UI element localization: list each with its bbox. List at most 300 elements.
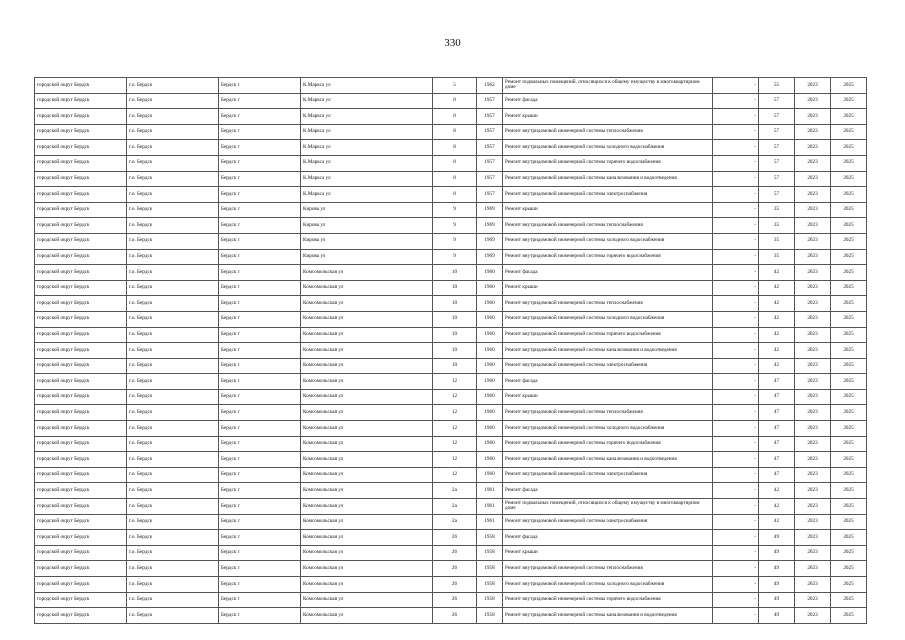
- table-row: [35, 561, 867, 577]
- locality-cell: Бердск г: [219, 296, 301, 312]
- table-row: [35, 467, 867, 483]
- cost-cell: -: [713, 514, 759, 530]
- locality-cell: Бердск г: [219, 280, 301, 296]
- building-age-cell: 49: [759, 530, 795, 546]
- year-built-cell: 1960: [477, 452, 503, 468]
- cost-cell: -: [713, 530, 759, 546]
- district-cell: г.о. Бердск: [127, 109, 219, 125]
- year-built-cell: 1960: [477, 296, 503, 312]
- table-row: [35, 155, 867, 171]
- building-age-cell: 49: [759, 592, 795, 608]
- building-age-cell: 42: [759, 296, 795, 312]
- street-cell: Комсомольская ул: [301, 561, 433, 577]
- house-number-cell: 10: [433, 296, 477, 312]
- locality-cell: Бердск г: [219, 140, 301, 156]
- street-cell: Кирова ул: [301, 249, 433, 265]
- locality-cell: Бердск г: [219, 530, 301, 546]
- street-cell: Комсомольская ул: [301, 514, 433, 530]
- end-year-cell: 2025: [831, 389, 867, 405]
- cost-cell: -: [713, 608, 759, 624]
- repair-program-table: [34, 77, 867, 624]
- year-built-cell: 1958: [477, 561, 503, 577]
- locality-cell: Бердск г: [219, 421, 301, 437]
- cost-cell: -: [713, 265, 759, 281]
- district-cell: г.о. Бердск: [127, 343, 219, 359]
- end-year-cell: 2025: [831, 233, 867, 249]
- year-built-cell: 1969: [477, 249, 503, 265]
- building-age-cell: 49: [759, 608, 795, 624]
- house-number-cell: 9: [433, 202, 477, 218]
- start-year-cell: 2023: [795, 78, 831, 94]
- municipality-cell: городской округ Бердск: [35, 421, 127, 437]
- work-type-cell: Ремонт фасада: [503, 93, 713, 109]
- district-cell: г.о. Бердск: [127, 467, 219, 483]
- table-row: [35, 421, 867, 437]
- end-year-cell: 2025: [831, 140, 867, 156]
- start-year-cell: 2023: [795, 202, 831, 218]
- table-row: [35, 499, 867, 515]
- year-built-cell: 1960: [477, 374, 503, 390]
- building-age-cell: 42: [759, 311, 795, 327]
- cost-cell: -: [713, 452, 759, 468]
- house-number-cell: 10: [433, 265, 477, 281]
- cost-cell: -: [713, 171, 759, 187]
- house-number-cell: 9: [433, 249, 477, 265]
- district-cell: г.о. Бердск: [127, 124, 219, 140]
- street-cell: Кирова ул: [301, 233, 433, 249]
- work-type-cell: Ремонт подвальных помещений, относящихся к общему имуществу в многоквартирном доме: [503, 78, 713, 94]
- year-built-cell: 1960: [477, 358, 503, 374]
- locality-cell: Бердск г: [219, 343, 301, 359]
- street-cell: К.Маркса ул: [301, 93, 433, 109]
- table-row: [35, 109, 867, 125]
- start-year-cell: 2023: [795, 499, 831, 515]
- table-row: [35, 233, 867, 249]
- street-cell: Комсомольская ул: [301, 577, 433, 593]
- table-row: [35, 389, 867, 405]
- house-number-cell: 9: [433, 233, 477, 249]
- work-type-cell: Ремонт внутридомовой инженерной системы холодного водоснабжения: [503, 421, 713, 437]
- street-cell: Комсомольская ул: [301, 280, 433, 296]
- house-number-cell: 5: [433, 78, 477, 94]
- year-built-cell: 1958: [477, 608, 503, 624]
- start-year-cell: 2023: [795, 109, 831, 125]
- locality-cell: Бердск г: [219, 358, 301, 374]
- street-cell: Комсомольская ул: [301, 358, 433, 374]
- year-built-cell: 1960: [477, 405, 503, 421]
- end-year-cell: 2025: [831, 577, 867, 593]
- house-number-cell: 12: [433, 452, 477, 468]
- house-number-cell: 10: [433, 327, 477, 343]
- municipality-cell: городской округ Бердск: [35, 405, 127, 421]
- table-row: [35, 187, 867, 203]
- house-number-cell: 26: [433, 577, 477, 593]
- municipality-cell: городской округ Бердск: [35, 265, 127, 281]
- year-built-cell: 1960: [477, 311, 503, 327]
- street-cell: Комсомольская ул: [301, 530, 433, 546]
- building-age-cell: 47: [759, 452, 795, 468]
- start-year-cell: 2023: [795, 421, 831, 437]
- building-age-cell: 42: [759, 343, 795, 359]
- municipality-cell: городской округ Бердск: [35, 499, 127, 515]
- locality-cell: Бердск г: [219, 561, 301, 577]
- end-year-cell: 2025: [831, 109, 867, 125]
- end-year-cell: 2025: [831, 296, 867, 312]
- table-row: [35, 452, 867, 468]
- cost-cell: -: [713, 311, 759, 327]
- district-cell: г.о. Бердск: [127, 265, 219, 281]
- end-year-cell: 2025: [831, 171, 867, 187]
- year-built-cell: 1960: [477, 265, 503, 281]
- locality-cell: Бердск г: [219, 109, 301, 125]
- municipality-cell: городской округ Бердск: [35, 140, 127, 156]
- locality-cell: Бердск г: [219, 327, 301, 343]
- district-cell: г.о. Бердск: [127, 327, 219, 343]
- year-built-cell: 1960: [477, 327, 503, 343]
- start-year-cell: 2023: [795, 374, 831, 390]
- table-row: [35, 436, 867, 452]
- end-year-cell: 2025: [831, 483, 867, 499]
- cost-cell: -: [713, 577, 759, 593]
- house-number-cell: 12: [433, 421, 477, 437]
- table-row: [35, 140, 867, 156]
- building-age-cell: 57: [759, 155, 795, 171]
- street-cell: Комсомольская ул: [301, 592, 433, 608]
- district-cell: г.о. Бердск: [127, 436, 219, 452]
- house-number-cell: 12: [433, 467, 477, 483]
- cost-cell: -: [713, 78, 759, 94]
- end-year-cell: 2025: [831, 592, 867, 608]
- start-year-cell: 2023: [795, 561, 831, 577]
- cost-cell: -: [713, 109, 759, 125]
- district-cell: г.о. Бердск: [127, 140, 219, 156]
- house-number-cell: 12: [433, 389, 477, 405]
- house-number-cell: 12: [433, 436, 477, 452]
- cost-cell: -: [713, 187, 759, 203]
- street-cell: Комсомольская ул: [301, 374, 433, 390]
- work-type-cell: Ремонт внутридомовой инженерной системы электроснабжения: [503, 358, 713, 374]
- year-built-cell: 1960: [477, 421, 503, 437]
- work-type-cell: Ремонт внутридомовой инженерной системы холодного водоснабжения: [503, 140, 713, 156]
- district-cell: г.о. Бердск: [127, 577, 219, 593]
- work-type-cell: Ремонт крыши: [503, 109, 713, 125]
- cost-cell: -: [713, 467, 759, 483]
- street-cell: К.Маркса ул: [301, 78, 433, 94]
- district-cell: г.о. Бердск: [127, 483, 219, 499]
- locality-cell: Бердск г: [219, 405, 301, 421]
- year-built-cell: 1957: [477, 93, 503, 109]
- cost-cell: -: [713, 202, 759, 218]
- municipality-cell: городской округ Бердск: [35, 436, 127, 452]
- start-year-cell: 2023: [795, 530, 831, 546]
- building-age-cell: 49: [759, 561, 795, 577]
- house-number-cell: 8: [433, 124, 477, 140]
- start-year-cell: 2023: [795, 545, 831, 561]
- work-type-cell: Ремонт внутридомовой инженерной системы электроснабжения: [503, 514, 713, 530]
- district-cell: г.о. Бердск: [127, 389, 219, 405]
- cost-cell: -: [713, 280, 759, 296]
- year-built-cell: 1969: [477, 233, 503, 249]
- end-year-cell: 2025: [831, 78, 867, 94]
- municipality-cell: городской округ Бердск: [35, 592, 127, 608]
- street-cell: К.Маркса ул: [301, 140, 433, 156]
- work-type-cell: Ремонт крыши: [503, 202, 713, 218]
- year-built-cell: 1958: [477, 592, 503, 608]
- start-year-cell: 2023: [795, 265, 831, 281]
- cost-cell: -: [713, 327, 759, 343]
- municipality-cell: городской округ Бердск: [35, 530, 127, 546]
- work-type-cell: Ремонт внутридомовой инженерной системы горячего водоснабжения: [503, 155, 713, 171]
- house-number-cell: 12: [433, 374, 477, 390]
- table-row: [35, 577, 867, 593]
- district-cell: г.о. Бердск: [127, 78, 219, 94]
- building-age-cell: 47: [759, 405, 795, 421]
- house-number-cell: 26: [433, 608, 477, 624]
- district-cell: г.о. Бердск: [127, 374, 219, 390]
- table-row: [35, 514, 867, 530]
- cost-cell: -: [713, 545, 759, 561]
- district-cell: г.о. Бердск: [127, 187, 219, 203]
- year-built-cell: 1957: [477, 187, 503, 203]
- municipality-cell: городской округ Бердск: [35, 374, 127, 390]
- cost-cell: -: [713, 405, 759, 421]
- district-cell: г.о. Бердск: [127, 405, 219, 421]
- street-cell: Комсомольская ул: [301, 405, 433, 421]
- locality-cell: Бердск г: [219, 608, 301, 624]
- start-year-cell: 2023: [795, 436, 831, 452]
- street-cell: Кирова ул: [301, 218, 433, 234]
- cost-cell: -: [713, 436, 759, 452]
- start-year-cell: 2023: [795, 483, 831, 499]
- start-year-cell: 2023: [795, 280, 831, 296]
- start-year-cell: 2023: [795, 514, 831, 530]
- municipality-cell: городской округ Бердск: [35, 311, 127, 327]
- table-body: [35, 78, 867, 624]
- work-type-cell: Ремонт внутридомовой инженерной системы теплоснабжения: [503, 124, 713, 140]
- district-cell: г.о. Бердск: [127, 358, 219, 374]
- house-number-cell: 8: [433, 171, 477, 187]
- year-built-cell: 1957: [477, 171, 503, 187]
- building-age-cell: 42: [759, 499, 795, 515]
- start-year-cell: 2023: [795, 467, 831, 483]
- start-year-cell: 2023: [795, 327, 831, 343]
- year-built-cell: 1961: [477, 499, 503, 515]
- house-number-cell: 2а: [433, 514, 477, 530]
- street-cell: Комсомольская ул: [301, 296, 433, 312]
- district-cell: г.о. Бердск: [127, 249, 219, 265]
- work-type-cell: Ремонт крыши: [503, 545, 713, 561]
- end-year-cell: 2025: [831, 124, 867, 140]
- cost-cell: -: [713, 592, 759, 608]
- year-built-cell: 1957: [477, 140, 503, 156]
- district-cell: г.о. Бердск: [127, 311, 219, 327]
- building-age-cell: 57: [759, 187, 795, 203]
- table-row: [35, 327, 867, 343]
- year-built-cell: 1958: [477, 530, 503, 546]
- building-age-cell: 57: [759, 140, 795, 156]
- table-row: [35, 171, 867, 187]
- locality-cell: Бердск г: [219, 233, 301, 249]
- year-built-cell: 1961: [477, 514, 503, 530]
- district-cell: г.о. Бердск: [127, 514, 219, 530]
- district-cell: г.о. Бердск: [127, 499, 219, 515]
- building-age-cell: 35: [759, 218, 795, 234]
- building-age-cell: 42: [759, 280, 795, 296]
- work-type-cell: Ремонт внутридомовой инженерной системы канализования и водоотведения: [503, 343, 713, 359]
- year-built-cell: 1957: [477, 109, 503, 125]
- district-cell: г.о. Бердск: [127, 93, 219, 109]
- table-row: [35, 202, 867, 218]
- house-number-cell: 8: [433, 140, 477, 156]
- cost-cell: -: [713, 296, 759, 312]
- end-year-cell: 2025: [831, 405, 867, 421]
- year-built-cell: 1969: [477, 202, 503, 218]
- cost-cell: -: [713, 93, 759, 109]
- cost-cell: -: [713, 140, 759, 156]
- cost-cell: -: [713, 343, 759, 359]
- building-age-cell: 42: [759, 483, 795, 499]
- street-cell: К.Маркса ул: [301, 171, 433, 187]
- building-age-cell: 47: [759, 421, 795, 437]
- work-type-cell: Ремонт внутридомовой инженерной системы электроснабжения: [503, 467, 713, 483]
- street-cell: Комсомольская ул: [301, 436, 433, 452]
- start-year-cell: 2023: [795, 592, 831, 608]
- cost-cell: -: [713, 499, 759, 515]
- table-row: [35, 530, 867, 546]
- year-built-cell: 1969: [477, 218, 503, 234]
- house-number-cell: 10: [433, 280, 477, 296]
- year-built-cell: 1961: [477, 483, 503, 499]
- district-cell: г.о. Бердск: [127, 218, 219, 234]
- end-year-cell: 2025: [831, 93, 867, 109]
- work-type-cell: Ремонт подвальных помещений, относящихся к общему имуществу в многоквартирном доме: [503, 499, 713, 515]
- building-age-cell: 47: [759, 389, 795, 405]
- cost-cell: -: [713, 124, 759, 140]
- street-cell: К.Маркса ул: [301, 155, 433, 171]
- year-built-cell: 1960: [477, 467, 503, 483]
- start-year-cell: 2023: [795, 311, 831, 327]
- work-type-cell: Ремонт фасада: [503, 374, 713, 390]
- work-type-cell: Ремонт внутридомовой инженерной системы холодного водоснабжения: [503, 577, 713, 593]
- work-type-cell: Ремонт внутридомовой инженерной системы холодного водоснабжения: [503, 311, 713, 327]
- work-type-cell: Ремонт внутридомовой инженерной системы канализования и водоотведения: [503, 452, 713, 468]
- start-year-cell: 2023: [795, 93, 831, 109]
- municipality-cell: городской округ Бердск: [35, 155, 127, 171]
- start-year-cell: 2023: [795, 187, 831, 203]
- cost-cell: -: [713, 155, 759, 171]
- table-row: [35, 265, 867, 281]
- street-cell: Комсомольская ул: [301, 545, 433, 561]
- start-year-cell: 2023: [795, 452, 831, 468]
- municipality-cell: городской округ Бердск: [35, 249, 127, 265]
- table-row: [35, 280, 867, 296]
- municipality-cell: городской округ Бердск: [35, 577, 127, 593]
- locality-cell: Бердск г: [219, 467, 301, 483]
- work-type-cell: Ремонт внутридомовой инженерной системы холодного водоснабжения: [503, 233, 713, 249]
- municipality-cell: городской округ Бердск: [35, 78, 127, 94]
- end-year-cell: 2025: [831, 311, 867, 327]
- house-number-cell: 8: [433, 187, 477, 203]
- street-cell: Комсомольская ул: [301, 265, 433, 281]
- locality-cell: Бердск г: [219, 155, 301, 171]
- municipality-cell: городской округ Бердск: [35, 233, 127, 249]
- building-age-cell: 57: [759, 93, 795, 109]
- municipality-cell: городской округ Бердск: [35, 467, 127, 483]
- locality-cell: Бердск г: [219, 187, 301, 203]
- locality-cell: Бердск г: [219, 265, 301, 281]
- building-age-cell: 49: [759, 577, 795, 593]
- start-year-cell: 2023: [795, 608, 831, 624]
- end-year-cell: 2025: [831, 155, 867, 171]
- year-built-cell: 1960: [477, 343, 503, 359]
- locality-cell: Бердск г: [219, 311, 301, 327]
- municipality-cell: городской округ Бердск: [35, 483, 127, 499]
- table-row: [35, 545, 867, 561]
- district-cell: г.о. Бердск: [127, 233, 219, 249]
- locality-cell: Бердск г: [219, 389, 301, 405]
- street-cell: Комсомольская ул: [301, 483, 433, 499]
- start-year-cell: 2023: [795, 405, 831, 421]
- end-year-cell: 2025: [831, 218, 867, 234]
- start-year-cell: 2023: [795, 140, 831, 156]
- municipality-cell: городской округ Бердск: [35, 343, 127, 359]
- end-year-cell: 2025: [831, 249, 867, 265]
- locality-cell: Бердск г: [219, 171, 301, 187]
- street-cell: К.Маркса ул: [301, 124, 433, 140]
- end-year-cell: 2025: [831, 358, 867, 374]
- end-year-cell: 2025: [831, 467, 867, 483]
- house-number-cell: 26: [433, 592, 477, 608]
- year-built-cell: 1958: [477, 545, 503, 561]
- locality-cell: Бердск г: [219, 124, 301, 140]
- table-row: [35, 124, 867, 140]
- end-year-cell: 2025: [831, 421, 867, 437]
- table-row: [35, 78, 867, 94]
- district-cell: г.о. Бердск: [127, 592, 219, 608]
- district-cell: г.о. Бердск: [127, 561, 219, 577]
- district-cell: г.о. Бердск: [127, 202, 219, 218]
- start-year-cell: 2023: [795, 296, 831, 312]
- work-type-cell: Ремонт фасада: [503, 265, 713, 281]
- locality-cell: Бердск г: [219, 202, 301, 218]
- house-number-cell: 8: [433, 155, 477, 171]
- house-number-cell: 8: [433, 93, 477, 109]
- municipality-cell: городской округ Бердск: [35, 109, 127, 125]
- table-row: [35, 592, 867, 608]
- cost-cell: -: [713, 374, 759, 390]
- cost-cell: -: [713, 233, 759, 249]
- street-cell: К.Маркса ул: [301, 187, 433, 203]
- cost-cell: -: [713, 421, 759, 437]
- locality-cell: Бердск г: [219, 374, 301, 390]
- building-age-cell: 42: [759, 514, 795, 530]
- end-year-cell: 2025: [831, 530, 867, 546]
- building-age-cell: 47: [759, 467, 795, 483]
- work-type-cell: Ремонт внутридомовой инженерной системы канализования и водоотведения: [503, 171, 713, 187]
- year-built-cell: 1962: [477, 78, 503, 94]
- street-cell: К.Маркса ул: [301, 109, 433, 125]
- start-year-cell: 2023: [795, 343, 831, 359]
- street-cell: Комсомольская ул: [301, 608, 433, 624]
- work-type-cell: Ремонт внутридомовой инженерной системы горячего водоснабжения: [503, 592, 713, 608]
- end-year-cell: 2025: [831, 608, 867, 624]
- district-cell: г.о. Бердск: [127, 296, 219, 312]
- street-cell: Комсомольская ул: [301, 389, 433, 405]
- cost-cell: -: [713, 389, 759, 405]
- building-age-cell: 42: [759, 265, 795, 281]
- work-type-cell: Ремонт внутридомовой инженерной системы электроснабжения: [503, 187, 713, 203]
- end-year-cell: 2025: [831, 187, 867, 203]
